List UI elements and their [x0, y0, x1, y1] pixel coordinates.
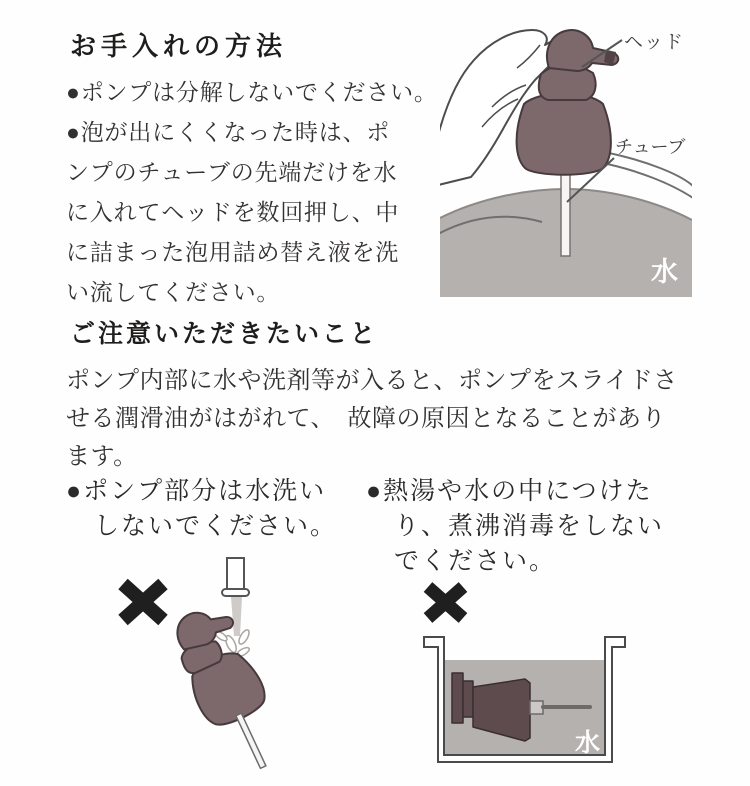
pump-tube [236, 713, 266, 768]
tilted-pump [162, 599, 294, 781]
water-label: 水 [574, 729, 600, 757]
care-line: に詰まった泡用詰め替え液を洗 [66, 239, 400, 265]
pump-collar [530, 701, 543, 714]
caution-line: ポンプ内部に水や洗剤等が入ると、ポンプをスライドさ [66, 367, 678, 394]
pump-rinse-diagram [440, 10, 692, 302]
pump-spout [452, 673, 463, 723]
care-section-title: お手入れの方法 [70, 31, 288, 61]
head-label: ヘッド [624, 32, 685, 53]
bullet-line: り、煮沸消毒をしない [394, 512, 665, 540]
faucet-icon [222, 558, 249, 596]
prohibition-x-icon [428, 587, 463, 618]
water-in-label: チューブ [615, 137, 686, 157]
no-boil-diagram [410, 575, 660, 786]
bullet-line: ●熱湯や水の中につけた [366, 477, 653, 505]
caution-text-block [66, 362, 678, 476]
care-line: ●ポンプは分解しないでください。 [66, 79, 438, 105]
no-boil-bullet [366, 474, 664, 579]
pump-body [517, 94, 611, 175]
care-line: に入れてヘッドを数回押し、中 [66, 199, 400, 225]
caution-line: ます。 [66, 443, 138, 470]
water-stream [231, 597, 242, 636]
bullet-line: でください。 [394, 547, 557, 575]
care-line: い流してください。 [66, 279, 281, 305]
prohibition-x-icon [123, 584, 163, 620]
water-label: 水 [651, 257, 678, 287]
pump-neck [463, 681, 473, 717]
caution-line: せる潤滑油がはがれて、 故障の原因となることがあり [66, 405, 667, 432]
care-line: ンプのチューブの先端だけを水 [66, 159, 398, 185]
rim-line-right-inner [604, 152, 692, 186]
care-text-block [66, 72, 438, 312]
pump-tube [561, 168, 570, 256]
bullet-line: しないでください。 [94, 512, 338, 540]
care-line: ●泡が出にくくなった時は、ポ [66, 119, 391, 145]
bullet-line: ●ポンプ部分は水洗い [66, 477, 327, 505]
caution-section-title: ご注意いただきたいこと [70, 320, 379, 348]
no-wash-bullet [66, 474, 337, 544]
no-wash-diagram [85, 548, 335, 786]
